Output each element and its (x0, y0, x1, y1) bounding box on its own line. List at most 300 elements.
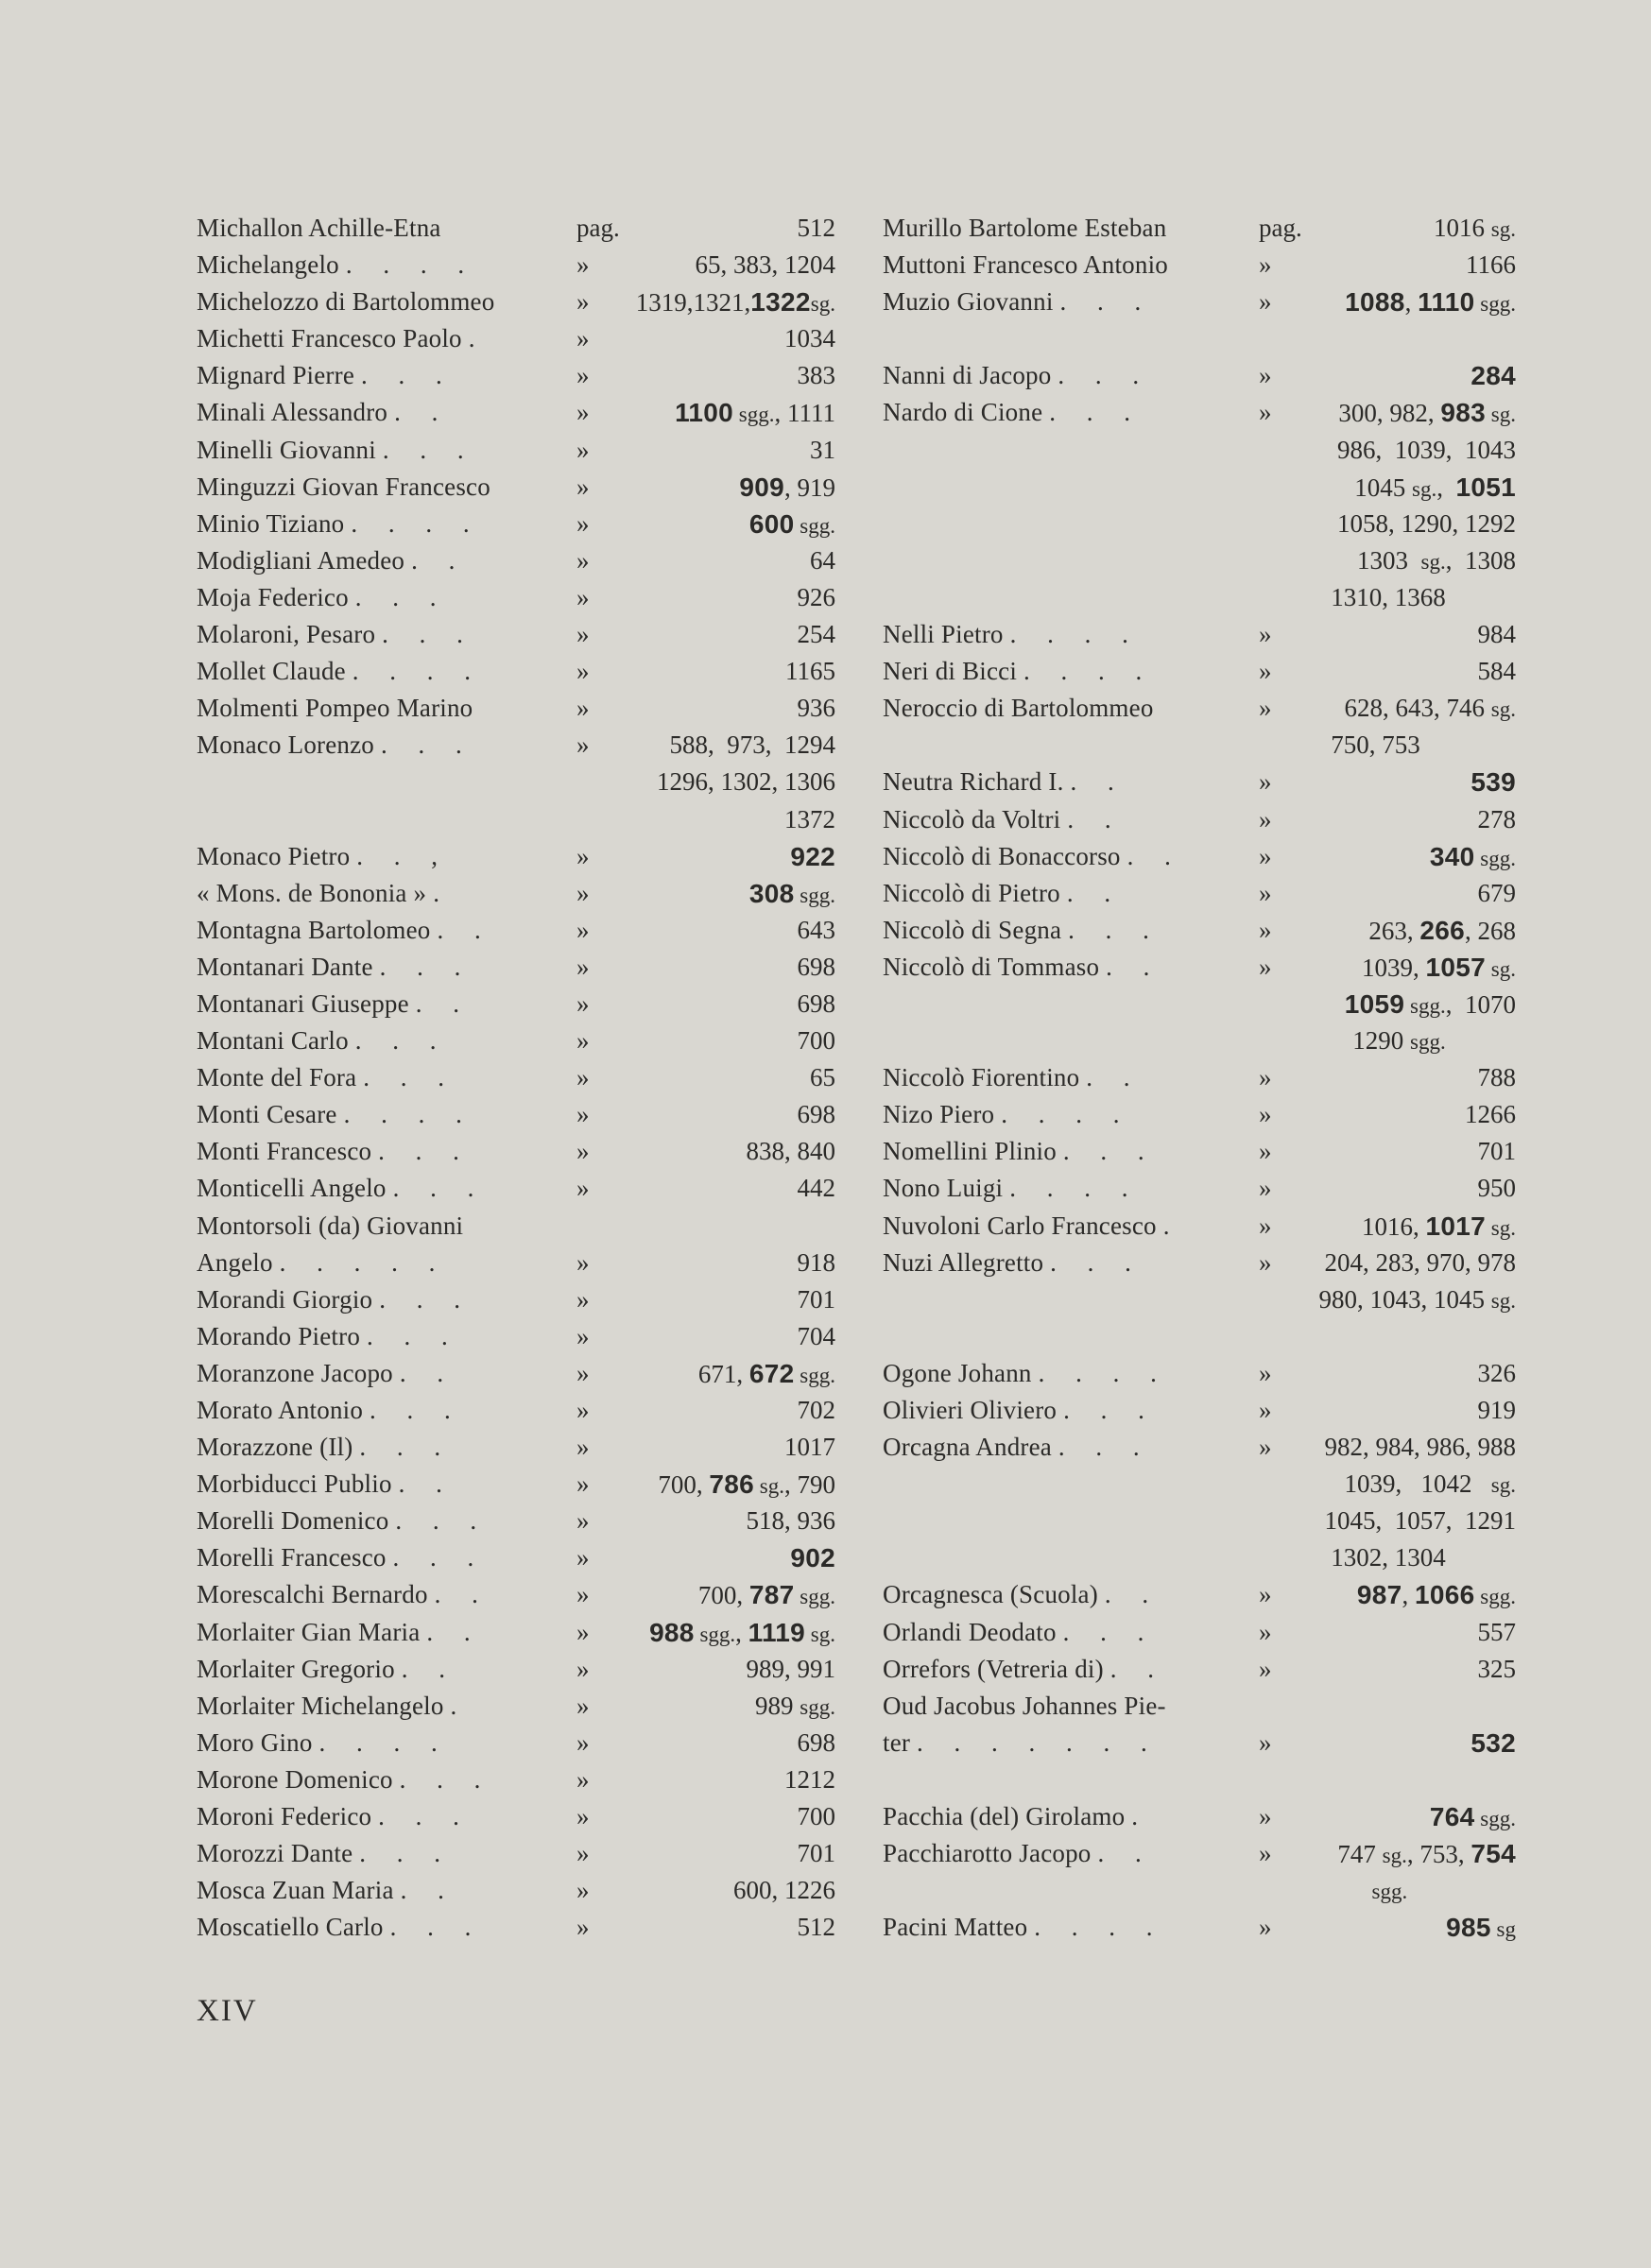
entry-name-text: Molmenti Pompeo Marino (197, 694, 473, 723)
entry-name-text: Morandi Giorgio (197, 1284, 373, 1314)
entry-name (197, 247, 476, 284)
entry-name (883, 653, 1154, 690)
page-ref-bold: 308 (748, 878, 795, 908)
leader-dots: . . . (382, 620, 475, 649)
page-ref-suffix: sg. (1486, 1215, 1516, 1240)
page-ref-bold: 988 (649, 1617, 695, 1647)
entry-name (883, 1170, 1140, 1207)
page-references (784, 1761, 835, 1798)
page-ref: 600, 1226 (733, 1876, 835, 1905)
page-references (798, 1022, 836, 1059)
leader-dots: . . . . (1034, 1913, 1165, 1942)
index-entry (197, 986, 835, 1022)
page-ref-suffix: sgg. (1474, 1585, 1516, 1609)
page-references (1478, 1651, 1517, 1688)
index-entry (883, 949, 1516, 986)
index-entry (197, 320, 835, 357)
entry-name (197, 1835, 453, 1872)
page-references (1325, 1245, 1517, 1281)
entry-name (197, 1392, 463, 1429)
page-marker: » (576, 398, 590, 427)
index-entry (197, 1133, 835, 1170)
page-references (675, 394, 835, 433)
page-marker: » (1259, 1174, 1272, 1203)
entry-name-text: Pacchia (del) Girolamo (883, 1802, 1126, 1831)
leader-dots: . . (399, 1358, 456, 1387)
leader-dots: . . (401, 1654, 457, 1683)
page-ref: 671, (697, 1359, 749, 1388)
page-ref: , 753, (1406, 1840, 1471, 1869)
leader-dots: . . (1070, 767, 1126, 797)
leader-dots: . . . (1063, 1396, 1157, 1424)
leader-dots: . . . (1062, 1137, 1157, 1166)
entry-name-text: Michallon Achille-Etna (197, 214, 441, 242)
page-marker: » (1259, 915, 1272, 944)
entry-name (197, 432, 476, 469)
entry-name (883, 1651, 1166, 1688)
page-ref-suffix: sg. (1490, 217, 1516, 241)
page-references (798, 1909, 836, 1946)
page-marker: » (1259, 361, 1272, 390)
entry-name-text: Orrefors (Vetreria di) (883, 1654, 1104, 1683)
entry-name (197, 1355, 456, 1392)
page-ref: 300, 982, (1338, 399, 1441, 428)
page-references (1362, 949, 1516, 988)
leader-dots: . . (411, 545, 468, 575)
index-entry-continuation (883, 1872, 1516, 1909)
entry-name (197, 1872, 456, 1909)
page-ref: 700 (797, 1802, 835, 1831)
page-ref-bold: 266 (1419, 915, 1465, 945)
entry-name-text: Orlandi Deodato (883, 1617, 1057, 1646)
page-references (1478, 1614, 1517, 1651)
page-marker: » (1259, 1839, 1272, 1868)
page-marker: » (576, 694, 590, 723)
entry-name (197, 1725, 450, 1761)
page-ref: 1290 (1352, 1026, 1411, 1056)
entry-name-text: Moja Federico (197, 582, 349, 611)
index-entry (197, 653, 835, 690)
entry-name (883, 912, 1161, 949)
leader-dots: . . . (399, 1764, 493, 1794)
entry-name-text: Monaco Lorenzo (197, 730, 374, 760)
page-ref-bold: 1088 (1345, 287, 1405, 318)
page-ref: 31 (810, 435, 835, 464)
page-marker: » (1259, 1433, 1272, 1462)
index-column-right (883, 210, 1516, 1946)
entry-name-text: Morlaiter Michelangelo (197, 1691, 444, 1720)
page-references (1357, 542, 1516, 580)
page-references (1478, 1170, 1517, 1207)
entry-name (883, 1835, 1154, 1872)
page-ref: 326 (1477, 1358, 1516, 1387)
page-references (810, 432, 835, 469)
page-marker: » (1259, 1358, 1272, 1387)
entry-name (883, 1576, 1161, 1613)
entry-name (883, 875, 1123, 912)
page-references (1338, 394, 1516, 433)
leader-dots: . . . (378, 1137, 472, 1166)
leader-dots: . . . (359, 1839, 453, 1868)
page-references (798, 986, 836, 1022)
entry-name (883, 1355, 1169, 1392)
page-marker: » (1259, 952, 1272, 981)
index-entry (197, 1022, 835, 1059)
page-marker: » (1259, 1396, 1272, 1424)
index-entry (197, 1798, 835, 1835)
index-entry (883, 1059, 1516, 1096)
index-entry (197, 1761, 835, 1798)
entry-name-text: Nuzi Allegretto (883, 1247, 1044, 1277)
entry-name-text: Morescalchi Bernardo (197, 1580, 428, 1609)
entry-name (197, 653, 483, 690)
page-marker: » (1259, 1137, 1272, 1166)
entry-name-text: Morone Domenico (197, 1764, 393, 1794)
page-marker: » (1259, 620, 1272, 649)
entry-name-text: Minali Alessandro (197, 398, 388, 427)
page-references (1434, 210, 1516, 248)
index-entry (883, 801, 1516, 838)
leader-dots: . . . (360, 361, 455, 390)
index-entry (197, 357, 835, 394)
page-ref: 1034 (784, 324, 835, 353)
page-ref: 1045, 1057, 1291 (1324, 1506, 1516, 1536)
page-ref-suffix: sg. (1490, 1288, 1516, 1313)
page-ref: 1016, (1362, 1211, 1426, 1241)
page-references (670, 727, 836, 764)
index-entry (197, 1651, 835, 1688)
page-ref-suffix: sg. (1412, 476, 1437, 501)
entry-name-text: Morlaiter Gian Maria (197, 1617, 421, 1646)
entry-name (197, 284, 494, 320)
page-references (696, 247, 836, 284)
page-ref: 588, 973, 1294 (669, 730, 835, 760)
page-ref: 698 (797, 1100, 835, 1129)
page-references (1478, 1355, 1517, 1392)
page-references (798, 1725, 836, 1761)
page-ref-bold: 1066 (1415, 1580, 1475, 1610)
index-entry (197, 579, 835, 616)
page-marker: » (576, 1063, 590, 1092)
entry-name (197, 357, 455, 394)
page-ref: 918 (797, 1247, 835, 1277)
page-ref-suffix: sg. (810, 292, 835, 317)
entry-name (197, 394, 450, 431)
page-ref: 1039, 1042 (1344, 1469, 1491, 1499)
entry-name (197, 1245, 447, 1281)
page-references (1331, 727, 1516, 764)
entry-name (197, 1208, 463, 1245)
page-references (1354, 469, 1516, 507)
entry-name (197, 986, 472, 1022)
page-references (1446, 1909, 1516, 1948)
entry-name (883, 1208, 1181, 1245)
entry-name (197, 1798, 472, 1835)
leader-dots: . . (426, 1617, 483, 1646)
page-ref: 698 (797, 988, 835, 1018)
page-references (1331, 1539, 1516, 1576)
page-marker: » (576, 1543, 590, 1572)
entry-name (883, 1798, 1150, 1835)
page-ref: 700 (797, 1026, 835, 1056)
section-gap (883, 320, 1516, 357)
page-ref-bold: 754 (1470, 1839, 1516, 1869)
index-entry (883, 1725, 1516, 1761)
page-references (1372, 1872, 1516, 1910)
entry-name-text: Morando Pietro (197, 1321, 361, 1350)
index-entry (197, 690, 835, 727)
page-references (798, 1318, 836, 1355)
entry-name (197, 1022, 449, 1059)
entry-name-text: Minio Tiziano (197, 508, 345, 538)
page-references (1470, 1725, 1516, 1762)
index-entry (883, 1835, 1516, 1872)
leader-dots: . . (1067, 804, 1124, 833)
page-ref: 1303 (1357, 545, 1421, 575)
index-entry (197, 1909, 835, 1946)
page-ref: 1017 (784, 1433, 835, 1462)
page-references (1466, 247, 1516, 284)
page-ref: 701 (1477, 1137, 1516, 1166)
page-references (798, 616, 836, 653)
entry-name-text: Mignard Pierre (197, 361, 355, 390)
page-marker: » (576, 1174, 590, 1203)
entry-name-text: « Mons. de Bononia » (197, 878, 427, 907)
index-entry (197, 1539, 835, 1576)
entry-name-text: Nomellini Plinio (883, 1137, 1057, 1166)
page-marker: pag. (1259, 214, 1302, 242)
leader-dots: . . . (392, 1543, 487, 1572)
leader-dots: . . . (1049, 398, 1143, 427)
page-ref-suffix: sgg. (800, 1694, 835, 1719)
index-entry (197, 1392, 835, 1429)
page-references (798, 1835, 836, 1872)
entry-name-text: Angelo (197, 1247, 273, 1277)
entry-name (197, 1059, 456, 1096)
page-references (1478, 1133, 1517, 1170)
page-marker: pag. (576, 214, 620, 242)
page-ref: 1302, 1304 (1331, 1543, 1516, 1572)
page-ref-suffix: sgg. (694, 1622, 736, 1646)
page-marker: » (576, 1100, 590, 1129)
index-entry (883, 1133, 1516, 1170)
page-references (1478, 653, 1517, 690)
page-references (658, 1466, 835, 1504)
page-marker: » (576, 1026, 590, 1056)
page-ref: 643 (797, 915, 835, 944)
page-references (798, 1281, 836, 1318)
page-references (1331, 579, 1516, 616)
entry-name-text: Morazzone (Il) (197, 1433, 353, 1462)
entry-name (197, 1909, 483, 1946)
page-references (698, 1355, 835, 1394)
page-ref: 325 (1477, 1654, 1516, 1683)
entry-name-text: Mollet Claude (197, 657, 346, 686)
leader-dots: . . . (1058, 1433, 1152, 1462)
page-marker: » (1259, 1654, 1272, 1683)
page-ref-suffix: sgg. (1474, 1807, 1516, 1831)
entry-name (883, 1096, 1131, 1133)
index-entry (197, 1096, 835, 1133)
page-ref: 1296, 1302, 1306 (657, 767, 835, 797)
index-entry (883, 247, 1516, 284)
page-marker: » (576, 1727, 590, 1757)
index-entry (883, 1355, 1516, 1392)
index-entry-continuation (883, 579, 1516, 616)
index-entry (197, 949, 835, 986)
leader-dots: . . . (1062, 1617, 1157, 1646)
page-references (798, 912, 836, 949)
index-entry (197, 1281, 835, 1318)
page-references (784, 801, 835, 838)
page-ref-suffix: sg. (1490, 1473, 1516, 1498)
leader-dots: . . . . (1001, 1100, 1132, 1129)
leader-dots: . . . (354, 1026, 449, 1056)
index-entry (883, 357, 1516, 394)
entry-name-text: Nelli Pietro (883, 620, 1004, 649)
page-references (1337, 506, 1516, 542)
page-marker: » (576, 324, 590, 353)
page-marker: » (576, 545, 590, 575)
leader-dots: . . . (389, 1913, 484, 1942)
page-ref-suffix: sg. (754, 1474, 784, 1499)
entry-name (197, 1688, 469, 1725)
page-references (636, 284, 835, 322)
page-references (649, 1614, 835, 1653)
page-ref-bold: 764 (1429, 1802, 1475, 1832)
page-ref: , (735, 1618, 748, 1647)
leader-dots: . . . (363, 1063, 456, 1092)
page-marker: » (576, 508, 590, 538)
page-marker: » (1259, 1727, 1272, 1757)
leader-dots: . . . . (1038, 1358, 1169, 1387)
page-ref: 700, (697, 1581, 749, 1610)
entry-name-text: Nizo Piero (883, 1100, 995, 1129)
index-entry (197, 210, 835, 247)
page-ref-bold: 532 (1470, 1727, 1516, 1758)
page-marker: » (1259, 841, 1272, 870)
page-marker: » (1259, 878, 1272, 907)
leader-dots: . . . (370, 1396, 463, 1424)
page-ref-bold: 600 (748, 508, 795, 539)
entry-name-text: Niccolò di Bonaccorso (883, 841, 1121, 870)
entry-name-text: Minguzzi Giovan Francesco (197, 472, 490, 501)
page-ref: 788 (1477, 1063, 1516, 1092)
entry-name (197, 1170, 486, 1207)
page-ref: 701 (797, 1284, 835, 1314)
entry-name-text: Morbiducci Publio (197, 1469, 392, 1499)
page-ref: , 1111 (774, 399, 835, 428)
entry-name (883, 1909, 1165, 1946)
page-ref: , 268 (1465, 916, 1516, 945)
page-ref: 838, 840 (746, 1137, 835, 1166)
page-ref: 1266 (1465, 1100, 1516, 1129)
entry-name-text: Monaco Pietro (197, 841, 351, 870)
index-entry (197, 1576, 835, 1613)
entry-name-text: Modigliani Amedeo (197, 545, 405, 575)
page-ref: 584 (1477, 657, 1516, 686)
page-ref-bold: 672 (748, 1358, 795, 1388)
leader-dots: . (1162, 1211, 1182, 1240)
leader-dots: . . . (354, 582, 449, 611)
index-entry (883, 394, 1516, 431)
page-references (739, 469, 835, 507)
page-references (798, 1392, 836, 1429)
page-marker: » (576, 1469, 590, 1499)
page-references (1325, 1503, 1517, 1539)
leader-dots: . (468, 324, 488, 353)
page-references (747, 1651, 836, 1688)
page-ref-suffix: sg. (1420, 549, 1446, 574)
page-ref: 1039, (1362, 953, 1426, 982)
entry-name (883, 838, 1183, 875)
entry-name-text: Niccolò da Voltri (883, 804, 1061, 833)
entry-name-text: Morelli Francesco (197, 1543, 387, 1572)
entry-name-text: Michelozzo di Bartolommeo (197, 287, 495, 317)
page-marker: » (1259, 1802, 1272, 1831)
index-entry (197, 1245, 835, 1281)
entry-name (883, 616, 1141, 653)
entry-name-text: Orcagna Andrea (883, 1433, 1052, 1462)
page-ref: 1310, 1368 (1331, 582, 1516, 611)
entry-name-text: Montorsoli (da) Giovanni (197, 1211, 464, 1240)
page-ref: 919 (1477, 1396, 1516, 1424)
entry-name-text: Oud Jacobus Johannes Pie- (883, 1691, 1166, 1720)
page-references (1470, 764, 1516, 801)
page-marker: » (576, 1913, 590, 1942)
page-marker: » (576, 988, 590, 1018)
page-marker: » (576, 730, 590, 760)
entry-name (197, 1281, 473, 1318)
page-ref: , (1402, 1581, 1416, 1610)
page-marker: » (576, 1764, 590, 1794)
leader-dots: . . . (380, 730, 474, 760)
page-marker: » (576, 361, 590, 390)
page-ref-bold: 1110 (1418, 287, 1475, 318)
page-ref-suffix: sgg. (733, 403, 775, 427)
page-references (1337, 432, 1516, 469)
entry-name-text: Nuvoloni Carlo Francesco (883, 1211, 1157, 1240)
index-entry-continuation (883, 1503, 1516, 1539)
entry-name-text: Michelangelo (197, 250, 339, 280)
entry-name-text: Montagna Bartolomeo (197, 915, 431, 944)
entry-name (197, 875, 452, 912)
page-ref-bold: 539 (1470, 767, 1516, 798)
page-ref: 1165 (785, 657, 835, 686)
index-entry (197, 542, 835, 579)
page-ref: 986, 1039, 1043 (1337, 435, 1516, 464)
leader-dots: . . . (1050, 1247, 1144, 1277)
page-marker: » (576, 1839, 590, 1868)
index-entry (197, 1688, 835, 1725)
page-references (798, 1245, 836, 1281)
page-references (798, 1096, 836, 1133)
page-marker: » (576, 657, 590, 686)
page-ref-suffix: sgg. (794, 1585, 835, 1609)
page-ref-bold: 909 (739, 472, 784, 502)
page-ref: 278 (1477, 804, 1516, 833)
index-entry (883, 1688, 1516, 1725)
page-ref: 263, (1368, 916, 1420, 945)
page-ref: 1319,1321, (635, 288, 751, 318)
page-ref: 750, 753 (1331, 730, 1516, 760)
page-marker: » (576, 287, 590, 317)
index-entry (883, 1429, 1516, 1466)
entry-name (197, 1576, 490, 1613)
page-ref: 989, 991 (746, 1654, 835, 1683)
page-ref: 747 (1337, 1840, 1383, 1869)
entry-name-text: Molaroni, Pesaro (197, 620, 376, 649)
